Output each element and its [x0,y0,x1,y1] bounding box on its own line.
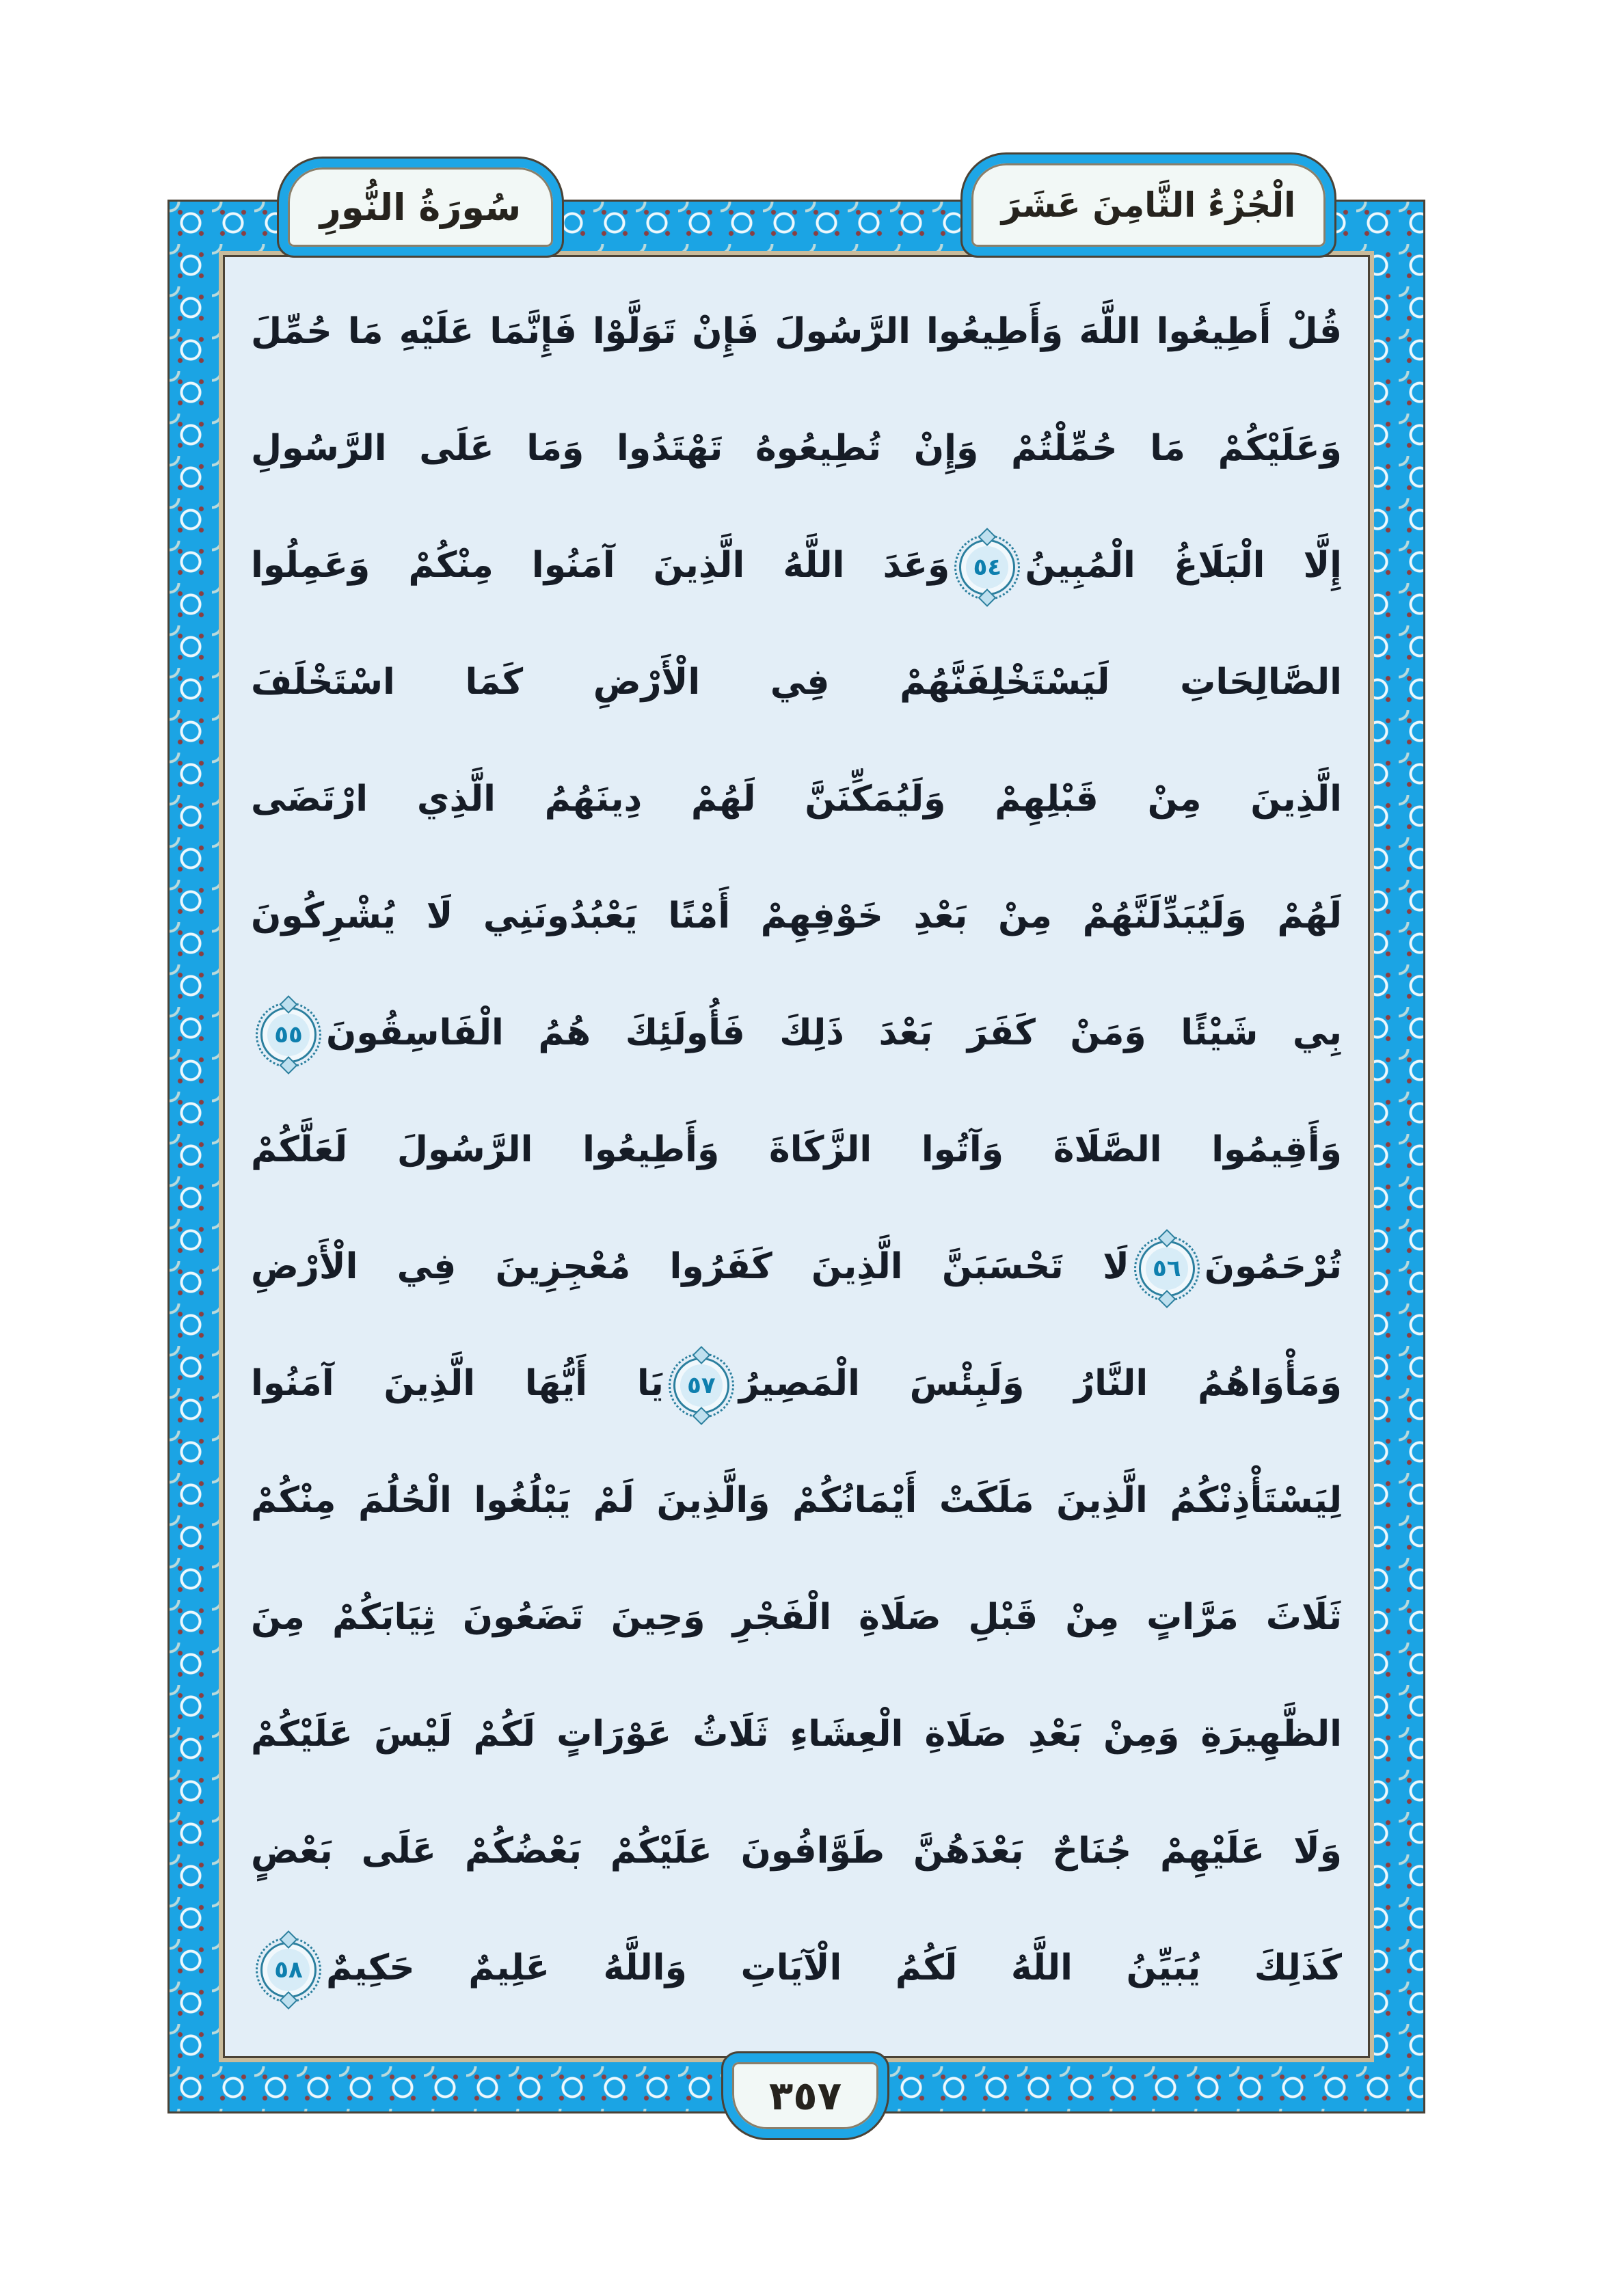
ayah-text: لِيَسْتَأْذِنْكُمُ الَّذِينَ مَلَكَتْ أَيْمَانُكُمْ وَالَّذِينَ لَمْ يَبْلُغُوا الْحُلُمَ مِنْكُمْ [251,1480,1342,1521]
quran-line [251,858,1342,975]
ayah-text: لَهُمْ وَلَيُبَدِّلَنَّهُمْ مِنْ بَعْدِ خَوْفِهِمْ أَمْنًا يَعْبُدُونَنِي لَا يُشْرِكُونَ [251,895,1342,936]
quran-line [251,1559,1342,1676]
ayah-end-marker [260,1942,317,1998]
page-number-label: ٣٥٧ [768,2072,842,2119]
ayah-number: ٥٧ [687,1372,716,1399]
quran-line [251,975,1342,1092]
ayah-text: بِي شَيْئًا وَمَنْ كَفَرَ بَعْدَ ذَلِكَ فَأُولَئِكَ هُمُ الْفَاسِقُونَ [326,1012,1342,1053]
quran-line [251,741,1342,858]
ayah-end-marker [260,1007,317,1063]
quran-line [251,507,1342,624]
quran-line [251,273,1342,390]
quran-lines [225,257,1368,2056]
ayah-text: وَلَا عَلَيْهِمْ جُنَاحٌ بَعْدَهُنَّ طَوَّافُونَ عَلَيْكُمْ بَعْضُكُمْ عَلَى بَعْضٍ [251,1831,1342,1872]
ayah-text: وَمَأْوَاهُمُ النَّارُ وَلَبِئْسَ الْمَصِيرُ [738,1363,1342,1404]
text-panel [223,255,1370,2058]
ayah-text: كَذَلِكَ يُبَيِّنُ اللَّهُ لَكُمُ الْآيَاتِ وَاللَّهُ عَلِيمٌ حَكِيمٌ [326,1947,1342,1988]
quran-line [251,1910,1342,2027]
ayah-text: إِلَّا الْبَلَاغُ الْمُبِينُ [1025,545,1342,586]
ayah-text: وَأَقِيمُوا الصَّلَاةَ وَآتُوا الزَّكَاةَ وَأَطِيعُوا الرَّسُولَ لَعَلَّكُمْ [251,1129,1342,1170]
juz-name-tab [963,154,1334,256]
ayah-text: قُلْ أَطِيعُوا اللَّهَ وَأَطِيعُوا الرَّسُولَ فَإِنْ تَوَلَّوْا فَإِنَّمَا عَلَيْهِ مَا حُمِّلَ [251,311,1342,352]
surah-name-tab [279,159,562,256]
quran-line [251,1793,1342,1910]
ayah-text: لَا تَحْسَبَنَّ الَّذِينَ كَفَرُوا مُعْجِزِينَ فِي الْأَرْضِ [251,1246,1129,1287]
ayah-text: ثَلَاثَ مَرَّاتٍ مِنْ قَبْلِ صَلَاةِ الْفَجْرِ وَحِينَ تَضَعُونَ ثِيَابَكُمْ مِنَ [251,1597,1342,1638]
ayah-number: ٥٥ [274,1021,303,1049]
quran-line [251,1442,1342,1559]
surah-name-label: سُورَةُ النُّورِ [319,185,522,229]
ayah-text: وَعَدَ اللَّهُ الَّذِينَ آمَنُوا مِنْكُمْ وَعَمِلُوا [251,545,950,586]
ayah-text: تُرْحَمُونَ [1204,1246,1342,1287]
ornamental-border-frame [167,200,1425,2113]
ayah-number: ٥٤ [973,554,1002,581]
ayah-text: وَعَلَيْكُمْ مَا حُمِّلْتُمْ وَإِنْ تُطِيعُوهُ تَهْتَدُوا وَمَا عَلَى الرَّسُولِ [251,428,1342,469]
page-number-tab [723,2053,887,2138]
ayah-text: الظَّهِيرَةِ وَمِنْ بَعْدِ صَلَاةِ الْعِشَاءِ ثَلَاثُ عَوْرَاتٍ لَكُمْ لَيْسَ عَلَيْكُمْ [251,1714,1342,1755]
juz-name-label: الْجُزْءُ الثَّامِنَ عَشَرَ [1001,185,1296,225]
ayah-end-marker [673,1358,729,1414]
quran-line [251,390,1342,507]
ayah-number: ٥٨ [274,1956,303,1984]
ayah-end-marker [959,539,1015,595]
ayah-text: يَا أَيُّهَا الَّذِينَ آمَنُوا [251,1363,664,1404]
ayah-number: ٥٦ [1153,1255,1181,1282]
quran-line [251,1092,1342,1208]
ayah-end-marker [1139,1241,1195,1297]
quran-line [251,1208,1342,1325]
ayah-text: الَّذِينَ مِنْ قَبْلِهِمْ وَلَيُمَكِّنَنَّ لَهُمْ دِينَهُمُ الَّذِي ارْتَضَى [251,779,1342,820]
ayah-text: الصَّالِحَاتِ لَيَسْتَخْلِفَنَّهُمْ فِي الْأَرْضِ كَمَا اسْتَخْلَفَ [251,662,1342,703]
quran-line [251,1676,1342,1793]
quran-line [251,624,1342,741]
quran-line [251,1325,1342,1442]
